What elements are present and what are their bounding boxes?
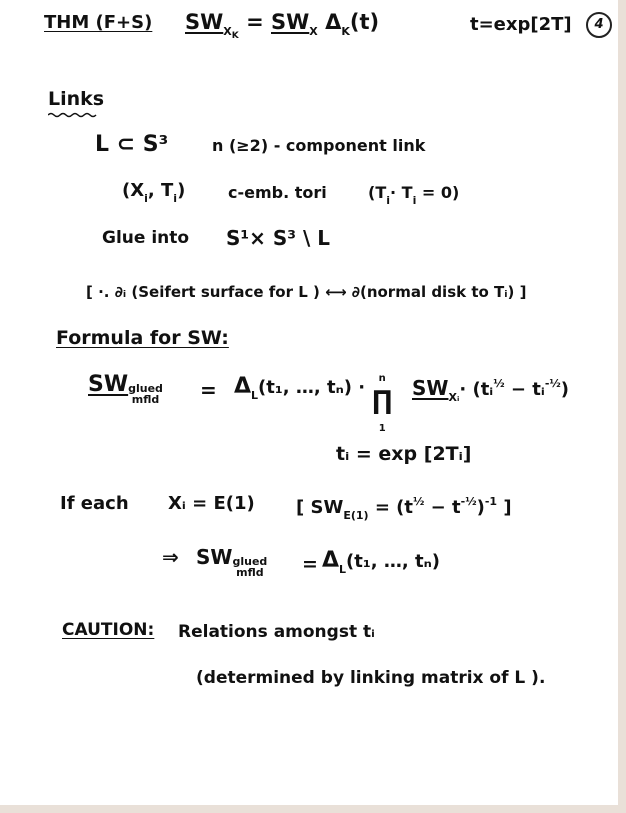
pair-open: (X [122, 180, 145, 201]
sw-e1-sub: E(1) [343, 509, 369, 522]
sw-e1-bracket [296, 495, 512, 522]
formula-equals: = [200, 378, 217, 402]
sw-glued-formula [88, 372, 163, 405]
tori-condition [368, 183, 459, 207]
implies-sw-symbol: SW [196, 545, 233, 569]
delta-symbol: Δ [325, 10, 342, 34]
links-underline [48, 112, 98, 118]
delta-sub: K [341, 25, 350, 38]
formula-heading-text: Formula for SW: [56, 327, 229, 349]
formula-heading [56, 327, 229, 349]
glue-target: S¹× S³ \ L [226, 226, 331, 250]
t-definition: t=exp[2T] [470, 14, 572, 35]
implies-glued: glued [232, 555, 268, 568]
factor-close: ) [560, 379, 570, 400]
sw-e1-symbol: [ SW [296, 497, 344, 518]
alexander-poly [234, 374, 365, 402]
cond-a: (T [368, 183, 387, 202]
glue-into-text: Glue into [102, 228, 190, 248]
implies-equals: = [302, 553, 318, 575]
xi-ti-pair [122, 180, 185, 205]
page-number-badge: 4 [586, 12, 612, 38]
cond-sub-b: i [412, 194, 417, 207]
sw-xi-sub: Xᵢ [448, 391, 460, 404]
theorem-label [44, 12, 152, 33]
implies-delta [322, 548, 440, 576]
implies-mfld: mfld [236, 566, 264, 579]
links-heading: Links [48, 88, 105, 110]
implies-args: (t₁, …, tₙ) [346, 551, 441, 572]
mfld-word: mfld [131, 393, 160, 406]
caution-line-2: (determined by linking matrix of L ). [196, 668, 546, 688]
prod-lower: 1 [378, 423, 386, 434]
sw-glued-symbol: SW [88, 372, 129, 397]
sw-xi-factor [412, 376, 569, 404]
sw-e1-exp-1: ½ [413, 495, 425, 508]
component-link-text: n (≥2) - component link [212, 136, 426, 155]
delta-args: (t₁, …, tₙ) · [258, 377, 366, 398]
implies-glued-subscript [232, 556, 267, 578]
cond-b: · T [390, 183, 413, 202]
implies-delta-sub: L [339, 563, 347, 576]
caution-label [62, 620, 154, 640]
sw-e1-minus: − t [424, 497, 461, 518]
sw-e1-bracket-close: ] [497, 497, 512, 518]
sw-e1-exp-3: -1 [484, 495, 498, 508]
delta-l: Δ [234, 374, 252, 399]
xi-equals-e1: Xᵢ = E(1) [168, 493, 255, 514]
seifert-line: [ ·. ∂ᵢ (Seifert surface for L ) ⟷ ∂(normal disk to Tᵢ) ] [86, 283, 527, 301]
sw-symbol: SW [185, 10, 224, 34]
sub-k: K [231, 31, 239, 41]
sw-e1-exp-2: -½ [460, 495, 477, 508]
product-symbol [372, 362, 392, 440]
pair-close: ) [177, 180, 186, 201]
sw-xi-symbol: SW [412, 376, 449, 400]
emb-tori-text: c-emb. tori [228, 183, 327, 202]
sw-e1-eq: = (t [368, 497, 413, 518]
cond-sub-a: i [386, 194, 391, 207]
sw-symbol-2: SW [271, 10, 310, 34]
cond-c: = 0) [416, 183, 460, 202]
thm-text: THM (F+S) [44, 12, 153, 33]
pair-t: , T [147, 180, 174, 201]
delta-arg: (t) [349, 10, 380, 34]
factor-minus: − tᵢ [504, 379, 545, 400]
factor-open: · (tᵢ [459, 379, 494, 400]
ti-definition: tᵢ = exp [2Tᵢ] [336, 443, 472, 465]
header-formula [185, 10, 379, 41]
caution-line-1: Relations amongst tᵢ [178, 622, 375, 642]
glued-mfld-subscript [128, 383, 163, 405]
if-each-text: If each [60, 493, 129, 514]
sub-x: X [223, 25, 232, 38]
implies-arrow: ⇒ [162, 545, 179, 569]
sub-x-2: X [309, 25, 318, 38]
factor-exp-1: ½ [493, 377, 505, 390]
factor-exp-2: -½ [544, 377, 561, 390]
equals-sign: = [246, 10, 264, 34]
link-in-s3: L ⊂ S³ [95, 132, 169, 157]
caution-text: CAUTION: [62, 620, 155, 640]
pair-sub-i-2: i [173, 192, 178, 205]
sw-e1-close: ) [476, 497, 485, 518]
glued-word: glued [128, 382, 163, 395]
prod-upper: n [378, 373, 386, 384]
implies-delta-symbol: Δ [322, 548, 340, 573]
pair-sub-i: i [144, 192, 148, 205]
delta-l-sub: L [251, 389, 259, 402]
implies-sw [196, 545, 267, 578]
prod-glyph: ∏ [372, 386, 393, 416]
